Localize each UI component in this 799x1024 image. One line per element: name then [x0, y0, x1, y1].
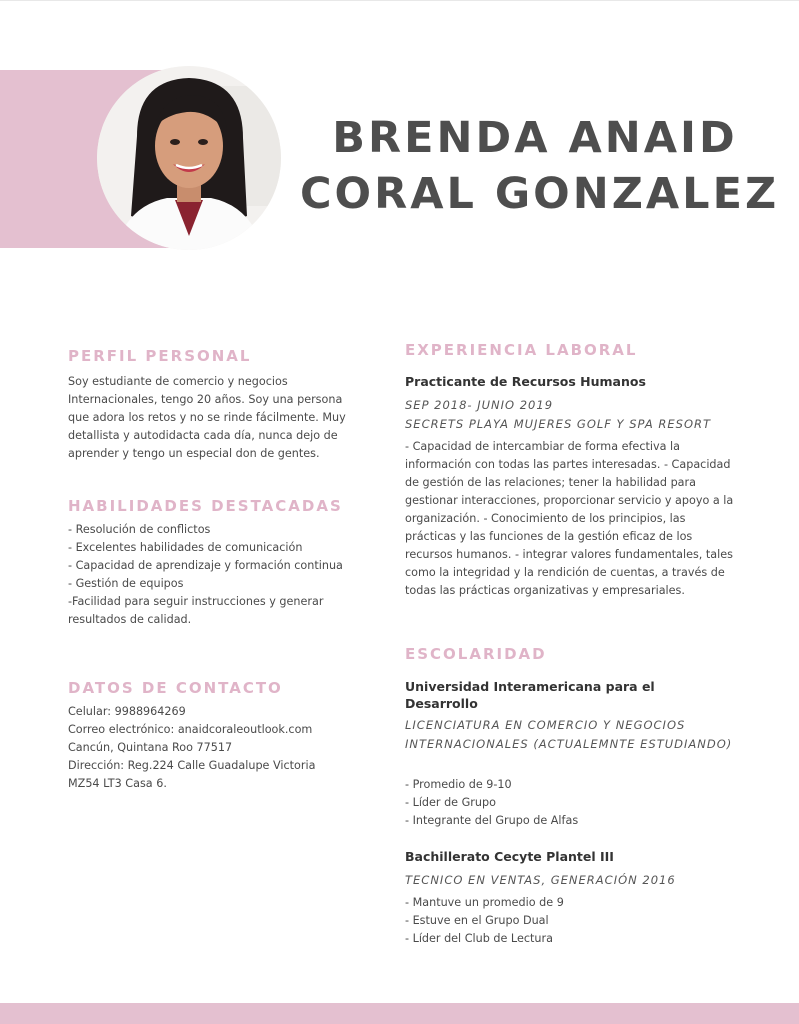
- school1-degree: [405, 716, 735, 754]
- habilidades-list: [68, 521, 358, 629]
- footer-accent-band: [0, 1003, 799, 1024]
- list-item: - Gestión de equipos: [68, 577, 184, 590]
- address-line: Dirección: Reg.224 Calle Guadalupe Victoria: [68, 759, 316, 772]
- list-item: -Facilidad para seguir instrucciones y generar resultados de calidad.: [68, 595, 324, 626]
- email-line: Correo electrónico: anaidcoraleoutlook.com: [68, 723, 313, 736]
- contacto-heading: DATOS DE CONTACTO: [68, 679, 283, 697]
- city-line: Cancún, Quintana Roo 77517: [68, 741, 233, 754]
- candidate-name: [300, 110, 780, 222]
- profile-photo: [97, 66, 281, 250]
- list-item: - Estuve en el Grupo Dual: [405, 914, 549, 927]
- list-item: - Promedio de 9-10: [405, 778, 512, 791]
- job-dates: SEP 2018- JUNIO 2019: [405, 398, 554, 412]
- perfil-text: Soy estudiante de comercio y negocios Internacionales, tengo 20 años. Soy una persona que adora los retos y no se rinde fácilmente. Muy detallista y autodidacta cada día, nunca dejo de aprender y tengo un especial don de gentes.: [68, 375, 346, 460]
- list-item: - Excelentes habilidades de comunicación: [68, 541, 303, 554]
- list-item: - Integrante del Grupo de Alfas: [405, 814, 579, 827]
- school2-degree: [405, 871, 676, 890]
- habilidades-heading: HABILIDADES DESTACADAS: [68, 497, 343, 515]
- school2-title: Bachillerato Cecyte Plantel III: [405, 849, 614, 864]
- school2-degree-text: TECNICO EN VENTAS, GENERACIÓN 2016: [405, 873, 676, 887]
- address-line-2: MZ54 LT3 Casa 6.: [68, 777, 167, 790]
- job-meta: [405, 396, 711, 434]
- list-item: - Líder del Club de Lectura: [405, 932, 553, 945]
- list-item: - Mantuve un promedio de 9: [405, 896, 564, 909]
- list-item: - Líder de Grupo: [405, 796, 496, 809]
- school1-list: [405, 776, 578, 830]
- list-item: - Capacidad de aprendizaje y formación continua: [68, 559, 343, 572]
- school1-title: Universidad Interamericana para el Desarrollo: [405, 679, 655, 711]
- experiencia-heading: EXPERIENCIA LABORAL: [405, 341, 638, 359]
- job-company: SECRETS PLAYA MUJERES GOLF Y SPA RESORT: [405, 417, 712, 431]
- list-item: - Resolución de conflictos: [68, 523, 211, 536]
- job-description: - Capacidad de intercambiar de forma efectiva la información con todas las partes interesadas. - Capacidad de gestión de las relaciones; tener la habilidad para gestionar interacciones, proporcionar servicio y apoyo a la organización. - Conocimiento de los principios, las prácticas y las funciones de la gestión eficaz de los recursos humanos. - integrar valores fundamentales, tales como la integridad y la rendición de cuentas, a través de todas las prácticas organizativas y empresariales.: [405, 440, 734, 597]
- name-line-1: BRENDA ANAID: [332, 113, 738, 163]
- phone-line: Celular: 9988964269: [68, 705, 186, 718]
- job-title: Practicante de Recursos Humanos: [405, 374, 646, 389]
- name-line-2: CORAL GONZALEZ: [300, 169, 780, 219]
- school1-degree-text: LICENCIATURA EN COMERCIO Y NEGOCIOS INTERNACIONALES (ACTUALEMNTE ESTUDIANDO): [405, 718, 733, 751]
- school2-list: [405, 894, 564, 948]
- contacto-list: [68, 703, 358, 793]
- perfil-heading: PERFIL PERSONAL: [68, 347, 252, 365]
- escolaridad-heading: ESCOLARIDAD: [405, 645, 547, 663]
- top-border: [0, 0, 799, 1]
